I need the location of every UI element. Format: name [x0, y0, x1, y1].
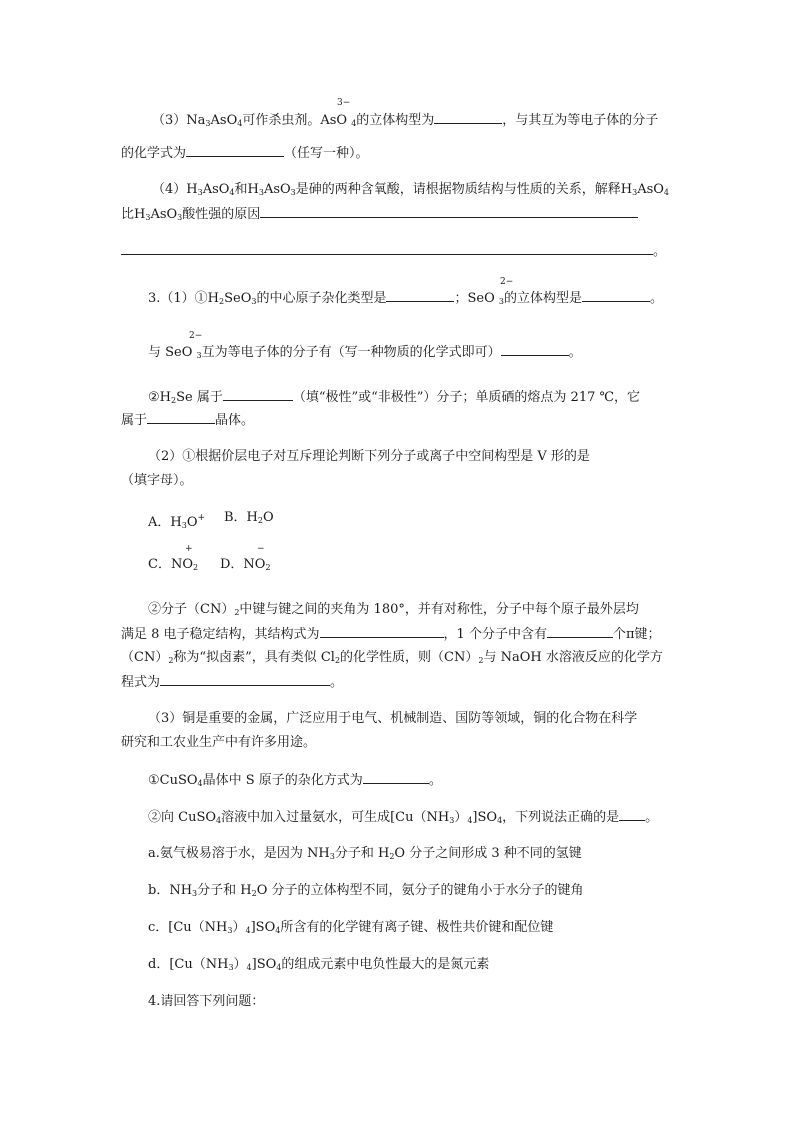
choice-text: c．[Cu（NH — [148, 920, 228, 935]
subscript: 3 — [227, 926, 233, 935]
subscript: 2 — [219, 297, 225, 306]
cn-line4 — [121, 673, 343, 692]
subscript: 3 — [329, 852, 335, 861]
subscript: 2 — [234, 608, 240, 617]
subscript: 3 — [181, 521, 187, 530]
choice-c[interactable] — [148, 919, 553, 940]
cu-text: ） — [454, 810, 468, 825]
choice-d[interactable] — [148, 956, 489, 977]
q4-line1 — [152, 181, 669, 202]
subscript: 4 — [275, 926, 281, 935]
s3-text: ②H — [148, 390, 171, 405]
formula-part: Na — [186, 113, 206, 128]
option-text: O — [262, 510, 274, 525]
ion-charge-asO4: 3− — [337, 98, 351, 108]
subscript: 4 — [497, 816, 503, 825]
q4-text: AsO — [150, 207, 178, 222]
s3-text: 互为等电子体的分子有（写一种物质的化学式即可） — [201, 345, 501, 360]
choice-text: O 分子之间形成 3 种不同的氢键 — [394, 846, 582, 861]
cu-sub2 — [148, 808, 658, 830]
cn-line1 — [148, 601, 639, 622]
subscript: 4 — [663, 188, 670, 197]
option-a[interactable] — [148, 509, 205, 535]
q3-text: 的立体构型为 — [356, 113, 435, 128]
s3-text: 的中心原子杂化类型是 — [256, 291, 387, 306]
cn-text: 。 — [330, 675, 344, 690]
choice-text: ） — [232, 920, 246, 935]
cn-text: ②分子（CN） — [148, 602, 235, 617]
s3-line3 — [148, 388, 640, 410]
option-text: B．H — [224, 510, 258, 525]
cu-line1: （3）铜是重要的金属，广泛应用于电气、机械制造、国防等领域，铜的化合物在科学 — [148, 711, 638, 726]
subscript: 3 — [251, 297, 257, 306]
p2-line2: （填字母）。 — [121, 473, 193, 488]
subscript: 4 — [467, 816, 473, 825]
option-b[interactable] — [224, 509, 274, 530]
answer-blank[interactable] — [547, 625, 613, 638]
choice-text: 分子和 H — [197, 883, 252, 898]
answer-blank[interactable] — [386, 289, 454, 302]
subscript: 4 — [229, 188, 235, 197]
option-d[interactable] — [220, 556, 271, 577]
cu-text: 。 — [428, 773, 442, 788]
answer-blank[interactable] — [363, 771, 429, 784]
cu-text: ]SO — [472, 810, 498, 825]
q3-line1 — [152, 111, 658, 133]
subscript: 3 — [498, 297, 504, 306]
choice-text: b．NH — [148, 883, 193, 898]
choice-text: ]SO — [251, 957, 277, 972]
subscript: 3 — [145, 213, 151, 222]
s3-text: SeO — [224, 291, 252, 306]
choice-text: 所含有的化学键有离子键、极性共价键和配位键 — [280, 920, 554, 935]
subscript: 3 — [290, 188, 296, 197]
subscript: 4 — [197, 779, 203, 788]
subscript: 3 — [449, 816, 455, 825]
cu-text: ②向 CuSO — [148, 810, 217, 825]
s3-text: ；SeO — [454, 291, 495, 306]
answer-blank[interactable] — [260, 205, 638, 218]
q4-text: 是砷的两种含氧酸，请根据物质结构与性质的关系，解释H — [295, 182, 633, 197]
cn-text: 称为“拟卤素”，具有类似 Cl — [173, 650, 335, 665]
q3-text: 的化学式为 — [121, 146, 187, 161]
s3-text: 晶体。 — [215, 413, 255, 428]
choice-text: ） — [233, 957, 247, 972]
answer-blank[interactable] — [223, 388, 293, 401]
cu-sub1 — [148, 771, 442, 793]
choice-a[interactable] — [148, 845, 582, 866]
cn-line2 — [121, 625, 661, 644]
subscript: 3 — [192, 889, 198, 898]
answer-blank[interactable] — [160, 673, 330, 686]
p2-line1: （2）①根据价层电子对互斥理论判断下列分子或离子中空间构型是 V 形的是 — [148, 449, 590, 464]
subscript: 3 — [196, 351, 202, 360]
q4-text: 。 — [653, 244, 667, 259]
subscript: 4 — [237, 119, 243, 128]
subscript: 3 — [258, 188, 264, 197]
s3-text: 的立体构型是 — [503, 291, 582, 306]
q4-text: 比H — [121, 207, 146, 222]
choice-b[interactable] — [148, 882, 584, 903]
subscript: 4 — [276, 963, 282, 972]
answer-blank[interactable] — [320, 625, 444, 638]
subscript: 4 — [245, 926, 251, 935]
answer-blank[interactable] — [186, 144, 284, 157]
subscript: 3 — [205, 119, 211, 128]
subscript: 4 — [246, 963, 252, 972]
subscript: 3 — [177, 213, 183, 222]
q4-text: 和H — [234, 182, 259, 197]
subscript: 4 — [351, 119, 357, 128]
q4-text: AsO — [637, 182, 664, 197]
cu-text: ①CuSO — [148, 773, 198, 788]
superscript: + — [197, 513, 206, 523]
answer-blank[interactable] — [619, 808, 645, 821]
cu-text: 溶液中加入过量氨水，可生成[Cu（NH — [221, 810, 450, 825]
choice-text: 的组成元素中电负性最大的是氮元素 — [281, 957, 490, 972]
cu-text: 。 — [645, 810, 659, 825]
q3-line2 — [121, 144, 369, 163]
cu-line2: 研究和工农业生产中有许多用途。 — [121, 735, 317, 750]
s3-line4 — [121, 411, 254, 430]
choice-text: d．[Cu（NH — [148, 957, 229, 972]
q4-line3 — [121, 242, 666, 261]
q3-text: 可作杀虫剂。AsO — [242, 113, 348, 128]
q4-text: AsO — [202, 182, 230, 197]
s3-text: 。 — [650, 291, 664, 306]
formula-part: AsO — [210, 113, 238, 128]
option-c[interactable] — [148, 556, 198, 577]
s3-line2 — [148, 343, 582, 365]
answer-blank[interactable] — [582, 289, 650, 302]
cu-text: ，下列说法正确的是 — [502, 810, 620, 825]
subscript: 2 — [389, 852, 395, 861]
subscript: 2 — [265, 563, 271, 572]
subscript: 2 — [168, 656, 174, 665]
option-text: A．H — [148, 515, 182, 530]
ion-charge-seO3: 2− — [500, 277, 514, 287]
cn-text: 与 NaOH 水溶液反应的化学方 — [483, 650, 663, 665]
subscript: 2 — [478, 656, 484, 665]
s3-text: 属于 — [121, 413, 148, 428]
q4-text: AsO — [263, 182, 291, 197]
q3-text: （任写一种）。 — [284, 146, 369, 161]
s3-text: Se 属于 — [176, 390, 223, 405]
cn-text: 程式为 — [121, 675, 161, 690]
q4-text: 酸性强的原因 — [182, 207, 261, 222]
s3-text: 与 SeO — [148, 345, 193, 360]
question-4-title: 4.请回答下列问题： — [148, 994, 265, 1009]
option-text: D．NO — [220, 557, 266, 572]
s3-text: （填“极性”或“非极性”）分子；单质硒的熔点为 217 ℃，它 — [292, 390, 641, 405]
cn-text: 个π键； — [612, 627, 661, 642]
cn-text: 的化学性质，则（CN） — [340, 650, 479, 665]
q3-text: ，与其互为等电子体的分子 — [502, 113, 659, 128]
option-text: C．NO — [148, 557, 193, 572]
s3-text: 3.（1）①H — [148, 291, 220, 306]
cn-text: 满足 8 电子稳定结构，其结构式为 — [121, 627, 320, 642]
cu-text: 晶体中 S 原子的杂化方式为 — [202, 773, 363, 788]
answer-blank[interactable] — [121, 242, 653, 255]
s3-text: 。 — [568, 345, 582, 360]
answer-blank[interactable] — [501, 343, 569, 356]
cn-text: 中键与键之间的夹角为 180°，并有对称性，分子中每个原子最外层均 — [239, 602, 639, 617]
cn-line3 — [121, 649, 663, 670]
subscript: 2 — [251, 889, 257, 898]
subscript: 2 — [257, 516, 263, 525]
subscript: 3 — [197, 188, 203, 197]
choice-text: ]SO — [250, 920, 276, 935]
ion-charge-seO3: 2− — [189, 331, 203, 341]
option-text: O — [186, 515, 198, 530]
q3-number: （3） — [152, 113, 187, 128]
subscript: 3 — [228, 963, 234, 972]
subscript: 4 — [216, 816, 222, 825]
ion-charge-minus: − — [257, 544, 265, 554]
subscript: 2 — [171, 396, 177, 405]
choice-text: O 分子的立体构型不同，氨分子的键角小于水分子的键角 — [256, 883, 584, 898]
q4-text: （4）H — [152, 182, 198, 197]
s3-line1 — [148, 289, 663, 311]
answer-blank[interactable] — [147, 411, 215, 424]
cn-text: ，1 个分子中含有 — [443, 627, 547, 642]
subscript: 2 — [192, 563, 199, 572]
answer-blank[interactable] — [434, 111, 502, 124]
subscript: 3 — [632, 188, 638, 197]
choice-text: a.氨气极易溶于水，是因为 NH — [148, 846, 330, 861]
ion-charge-plus: + — [185, 544, 193, 554]
cn-text: （CN） — [121, 650, 169, 665]
choice-text: 分子和 H — [334, 846, 390, 861]
q4-line2 — [121, 205, 638, 227]
subscript: 2 — [334, 656, 341, 665]
